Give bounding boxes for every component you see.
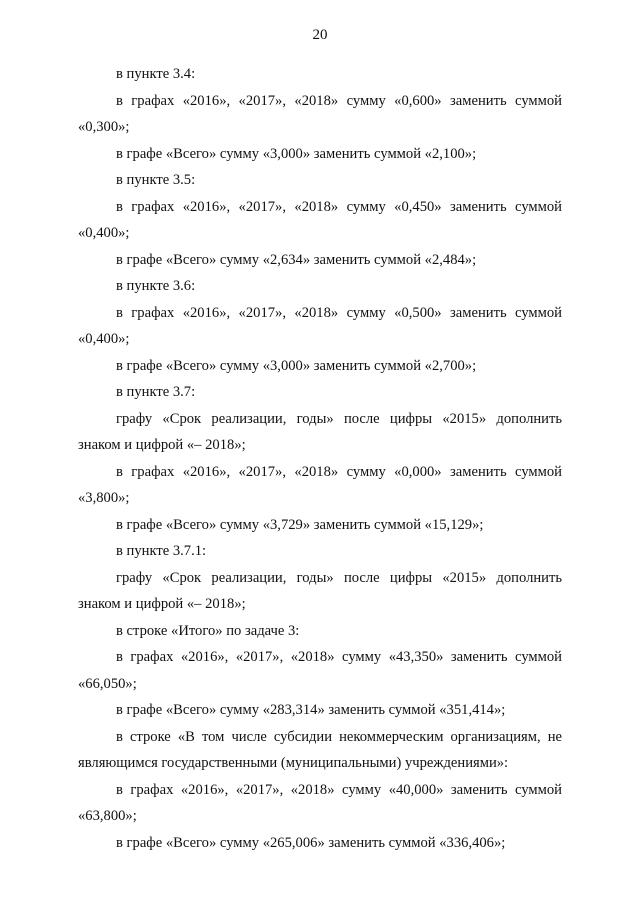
paragraph-line: в пункте 3.7: — [116, 384, 196, 400]
paragraph-line: «0,300»; — [78, 119, 130, 135]
page-number: 20 — [312, 27, 328, 43]
paragraph-line: в строке «В том числе субсидии некоммерческим организациям, не — [116, 728, 562, 745]
paragraph-line: в графах «2016», «2017», «2018» сумму «0,000» заменить суммой — [116, 463, 562, 480]
paragraph-line: в пункте 3.5: — [116, 172, 196, 188]
paragraph-line: графу «Срок реализации, годы» после цифры «2015» дополнить — [116, 410, 562, 427]
paragraph-line: «3,800»; — [78, 490, 130, 506]
paragraph-line: в графе «Всего» сумму «3,000» заменить суммой «2,700»; — [116, 357, 477, 374]
paragraph-line: «63,800»; — [78, 808, 137, 824]
paragraph-line: в графе «Всего» сумму «3,000» заменить суммой «2,100»; — [116, 145, 477, 162]
paragraph-line: в графе «Всего» сумму «3,729» заменить суммой «15,129»; — [116, 516, 484, 533]
paragraph-line: в пункте 3.7.1: — [116, 543, 207, 559]
paragraph-line: в пункте 3.4: — [116, 66, 196, 82]
document-body — [78, 61, 562, 856]
paragraph-line: в строке «Итого» по задаче 3: — [116, 622, 300, 639]
paragraph-line: в пункте 3.6: — [116, 278, 196, 294]
paragraph-line: «66,050»; — [78, 675, 137, 692]
paragraph-line: в графе «Всего» сумму «283,314» заменить суммой «351,414»; — [116, 702, 506, 718]
paragraph-line: в графе «Всего» сумму «2,634» заменить суммой «2,484»; — [116, 251, 477, 268]
paragraph-line: в графе «Всего» сумму «265,006» заменить суммой «336,406»; — [116, 834, 506, 851]
paragraph-line: в графах «2016», «2017», «2018» сумму «43,350» заменить суммой — [116, 649, 562, 665]
paragraph-line: «0,400»; — [78, 331, 130, 347]
paragraph-line: в графах «2016», «2017», «2018» сумму «0,450» заменить суммой — [116, 198, 562, 215]
paragraph-line: в графах «2016», «2017», «2018» сумму «0,500» заменить суммой — [116, 304, 562, 321]
paragraph-line: в графах «2016», «2017», «2018» сумму «0,600» заменить суммой — [116, 92, 562, 109]
paragraph-line: знаком и цифрой «– 2018»; — [78, 437, 246, 453]
paragraph-line: знаком и цифрой «– 2018»; — [78, 596, 246, 612]
paragraph-line: графу «Срок реализации, годы» после цифры «2015» дополнить — [116, 569, 562, 586]
paragraph-line: «0,400»; — [78, 225, 130, 241]
paragraph-line: в графах «2016», «2017», «2018» сумму «40,000» заменить суммой — [116, 781, 562, 798]
paragraph-line: являющимся государственными (муниципальными) учреждениями»: — [78, 755, 509, 771]
